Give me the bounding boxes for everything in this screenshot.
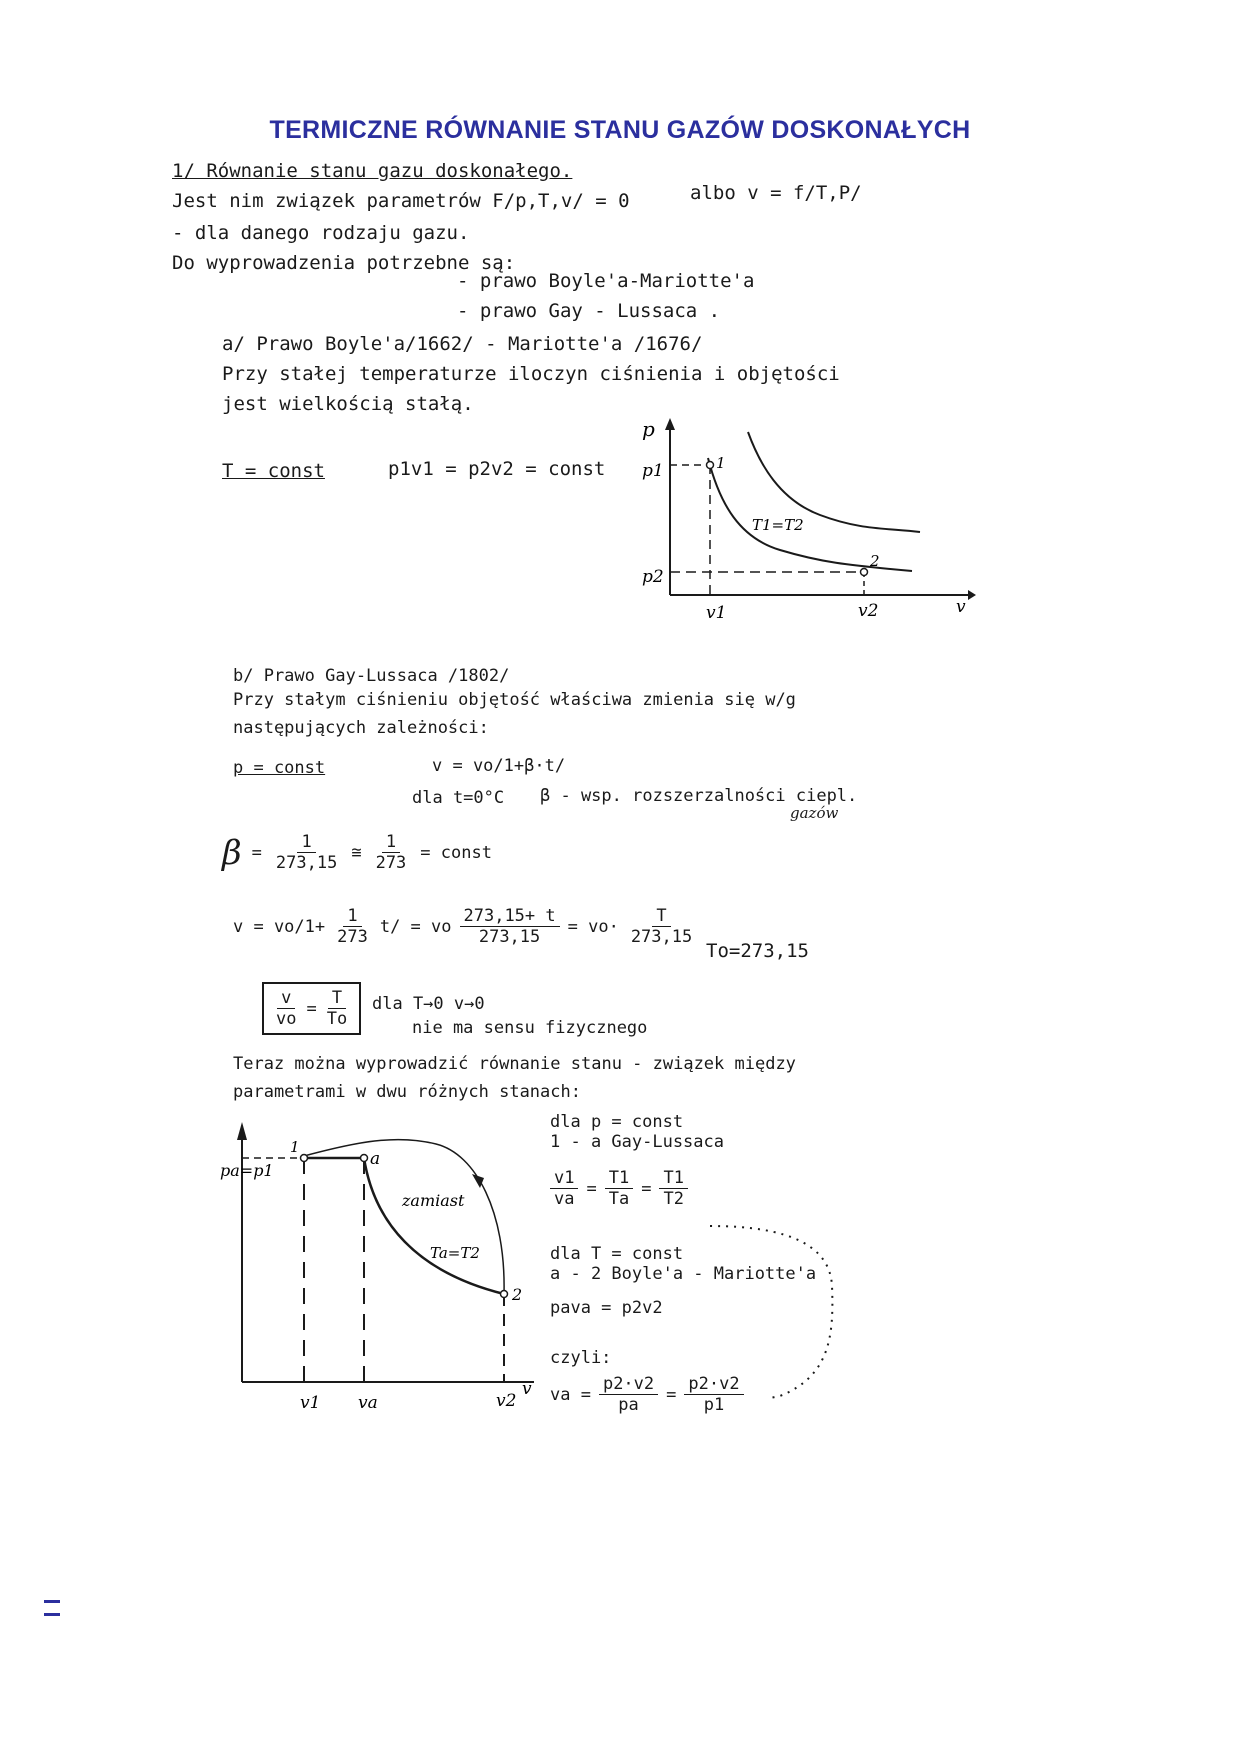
law-boyle-item: - prawo Boyle'a-Mariotte'a bbox=[457, 270, 755, 292]
czyli-label: czyli: bbox=[550, 1348, 612, 1368]
point-a-label: a bbox=[370, 1149, 381, 1169]
zamiast-label: zamiast bbox=[402, 1191, 465, 1210]
v1-label: v1 bbox=[300, 1393, 321, 1413]
p1-label: p1 bbox=[642, 461, 664, 481]
v-fraction-3: $\frac{T}{273,15}$ bbox=[630, 906, 693, 947]
isotherm-label: Ta=T2 bbox=[430, 1244, 480, 1262]
section-a-heading: a/ Prawo Boyle'a/1662/ - Mariotte'a /1676/ bbox=[222, 333, 703, 355]
section-c-line1: Teraz można wyprowadzić równanie stanu - związek między bbox=[233, 1054, 796, 1074]
beta-formula: β = $\frac{1}{273,15}$ ≅ $\frac{1}{273}$ = const bbox=[222, 832, 492, 873]
v2-label: v2 bbox=[858, 601, 879, 621]
state-relation-text: Jest nim związek parametrów F/p,T,v/ = 0 bbox=[172, 190, 630, 212]
p-axis-arrow bbox=[237, 1122, 247, 1140]
dotted-connector bbox=[700, 1216, 850, 1416]
isotherm-curve-lower bbox=[708, 458, 912, 571]
v-mid: t/ = vo bbox=[379, 916, 452, 937]
section-1-heading: 1/ Równanie stanu gazu doskonałego. bbox=[172, 160, 573, 182]
section-b-heading: b/ Prawo Gay-Lussaca /1802/ bbox=[233, 666, 510, 686]
to-value: To=273,15 bbox=[706, 940, 809, 962]
va-formula: va = $\frac{p2\cdot v2}{pa}$ = $\frac{p2\cdot v2}{p1}$ bbox=[550, 1374, 744, 1415]
section-a-line1: Przy stałej temperaturze iloczyn ciśnienia i objętości bbox=[222, 363, 840, 385]
gay-lussac-ref: 1 - a Gay-Lussaca bbox=[550, 1132, 724, 1152]
beta-description: β - wsp. rozszerzalności ciepl. bbox=[540, 786, 858, 806]
v-label: v bbox=[522, 1379, 532, 1399]
section-b-line1: Przy stałym ciśnieniu objętość właściwa zmienia się w/g bbox=[233, 690, 796, 710]
point-2 bbox=[501, 1291, 508, 1298]
v-label: v bbox=[956, 597, 966, 617]
law-gay-lussac-item: - prawo Gay - Lussaca . bbox=[457, 300, 721, 322]
boyle-ref: a - 2 Boyle'a - Mariotte'a bbox=[550, 1264, 817, 1284]
section-c-line2: parametrami w dwu różnych stanach: bbox=[233, 1082, 581, 1102]
boyle-equation: p1v1 = p2v2 = const bbox=[388, 458, 606, 480]
pa-p1-label: pa=p1 bbox=[220, 1161, 274, 1180]
requirements-text: Do wyprowadzenia potrzebne są: bbox=[172, 252, 516, 274]
point-2-label: 2 bbox=[512, 1285, 523, 1304]
section-b-line2: następujących zależności: bbox=[233, 718, 489, 738]
p-label: p bbox=[642, 417, 655, 441]
pava-equation: pava = p2v2 bbox=[550, 1298, 663, 1318]
gazow-note: gazów bbox=[790, 804, 839, 822]
connector-path bbox=[710, 1226, 832, 1398]
beta-fraction-1: $\frac{1}{273,15}$ bbox=[275, 832, 338, 873]
state-change-graph bbox=[216, 1112, 556, 1424]
point-1 bbox=[707, 462, 714, 469]
cond-t-const: dla T = const bbox=[550, 1244, 684, 1264]
p-axis-arrow bbox=[665, 418, 675, 430]
gay-lussac-equation: v = vo/1+β·t/ bbox=[432, 756, 566, 776]
v2-label: v2 bbox=[496, 1391, 517, 1411]
va-label: va bbox=[358, 1393, 378, 1413]
v-fraction-2: $\frac{273,15+ t}{273,15}$ bbox=[460, 906, 560, 947]
gas-type-text: - dla danego rodzaju gazu. bbox=[172, 222, 470, 244]
v-fraction-1: $\frac{1}{273}$ bbox=[337, 906, 368, 947]
direct-path-curve bbox=[304, 1140, 504, 1294]
volume-derivation bbox=[233, 906, 696, 947]
v-lhs: v = vo/1+ bbox=[233, 916, 326, 937]
v1-label: v1 bbox=[706, 603, 727, 623]
beta-fraction-2: $\frac{1}{273}$ bbox=[375, 832, 407, 873]
point-1-label: 1 bbox=[290, 1138, 300, 1156]
approx-sign: ≅ bbox=[351, 842, 362, 863]
point-a bbox=[361, 1155, 368, 1162]
limit-text: dla T→0 v→0 bbox=[372, 994, 485, 1014]
cond-p-const: dla p = const bbox=[550, 1112, 684, 1132]
boyle-isotherm-graph bbox=[630, 410, 990, 630]
page-title: TERMICZNE RÓWNANIE STANU GAZÓW DOSKONAŁYCH bbox=[269, 116, 971, 144]
v-eq3: = vo· bbox=[567, 916, 619, 937]
point-1 bbox=[301, 1155, 308, 1162]
v-axis-arrow bbox=[968, 590, 976, 600]
ratio-box: $\frac{v}{vo}$ = $\frac{T}{To}$ bbox=[262, 982, 361, 1035]
condition-p-const: p = const bbox=[233, 758, 326, 778]
p2-label: p2 bbox=[642, 567, 664, 587]
page-marker bbox=[44, 1600, 60, 1616]
ratio-formula: $\frac{v1}{va}$ = $\frac{T1}{Ta}$ = $\frac{T1}{T2}$ bbox=[550, 1168, 688, 1209]
dla-t0: dla t=0°C bbox=[412, 788, 505, 808]
isotherm-label: T1=T2 bbox=[752, 516, 804, 534]
point-1-label: 1 bbox=[716, 454, 726, 472]
beta-const: = const bbox=[420, 842, 492, 863]
point-2-label: 2 bbox=[870, 552, 880, 570]
condition-t-const: T = const bbox=[222, 460, 325, 482]
section-a-line2: jest wielkością stałą. bbox=[222, 393, 474, 415]
no-physical-sense: nie ma sensu fizycznego bbox=[412, 1018, 648, 1038]
state-relation-alt: albo v = f/T,P/ bbox=[690, 182, 862, 204]
beta-symbol: β bbox=[222, 832, 242, 873]
point-2 bbox=[861, 569, 868, 576]
